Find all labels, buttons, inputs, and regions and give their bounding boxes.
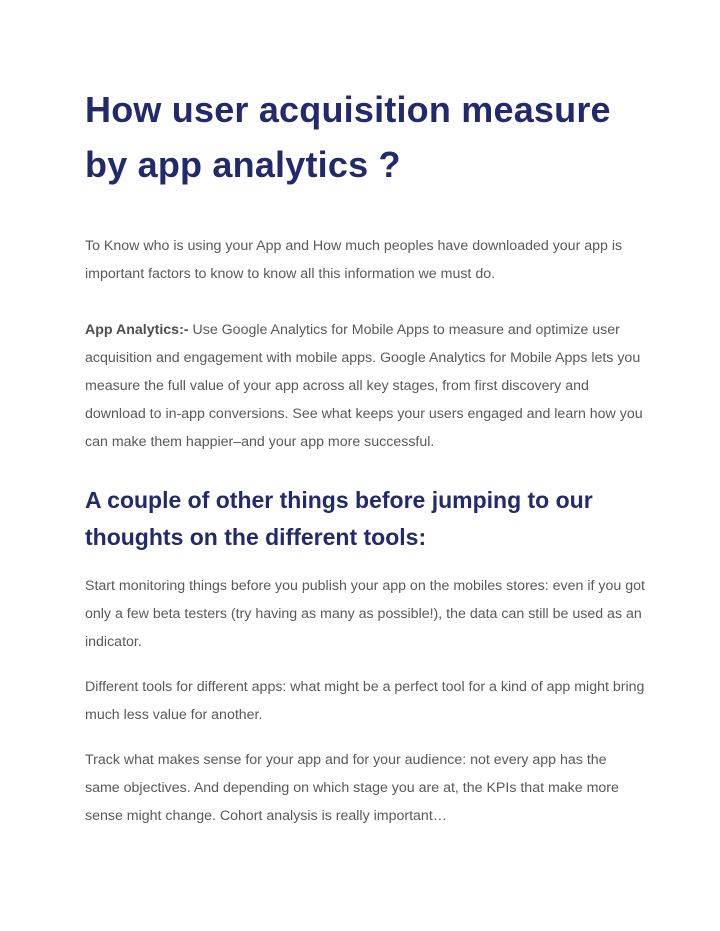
section-heading: A couple of other things before jumping to our thoughts on the different tools: [85,487,593,550]
body-paragraph: Different tools for different apps: what might be a perfect tool for a kind of app might bring much less value for another. [85,679,645,723]
app-analytics-label: App Analytics:- [85,322,189,338]
body-paragraph: Track what makes sense for your app and for your audience: not every app has the same objectives. And depending on which stage you are at, the KPIs that make more sense might change. Cohort analysis is really important… [85,752,619,824]
page-title: How user acquisition measure by app analytics ? [85,89,611,185]
body-paragraph: Start monitoring things before you publish your app on the mobiles stores: even if you got only a few beta testers (try having as many as possible!), the data can still be used as an indicator. [85,578,645,650]
app-analytics-paragraph [85,316,645,456]
app-analytics-text: Use Google Analytics for Mobile Apps to measure and optimize user acquisition and engagement with mobile apps. Google Analytics for Mobile Apps lets you measure the full value of your app across all key stages, from first discovery and download to in-app conversions. See what keeps your users engaged and learn how you can make them happier–and your app more successful. [85,322,643,450]
document-content [85,82,645,830]
intro-paragraph: To Know who is using your App and How much peoples have downloaded your app is important factors to know to know all this information we must do. [85,238,623,282]
